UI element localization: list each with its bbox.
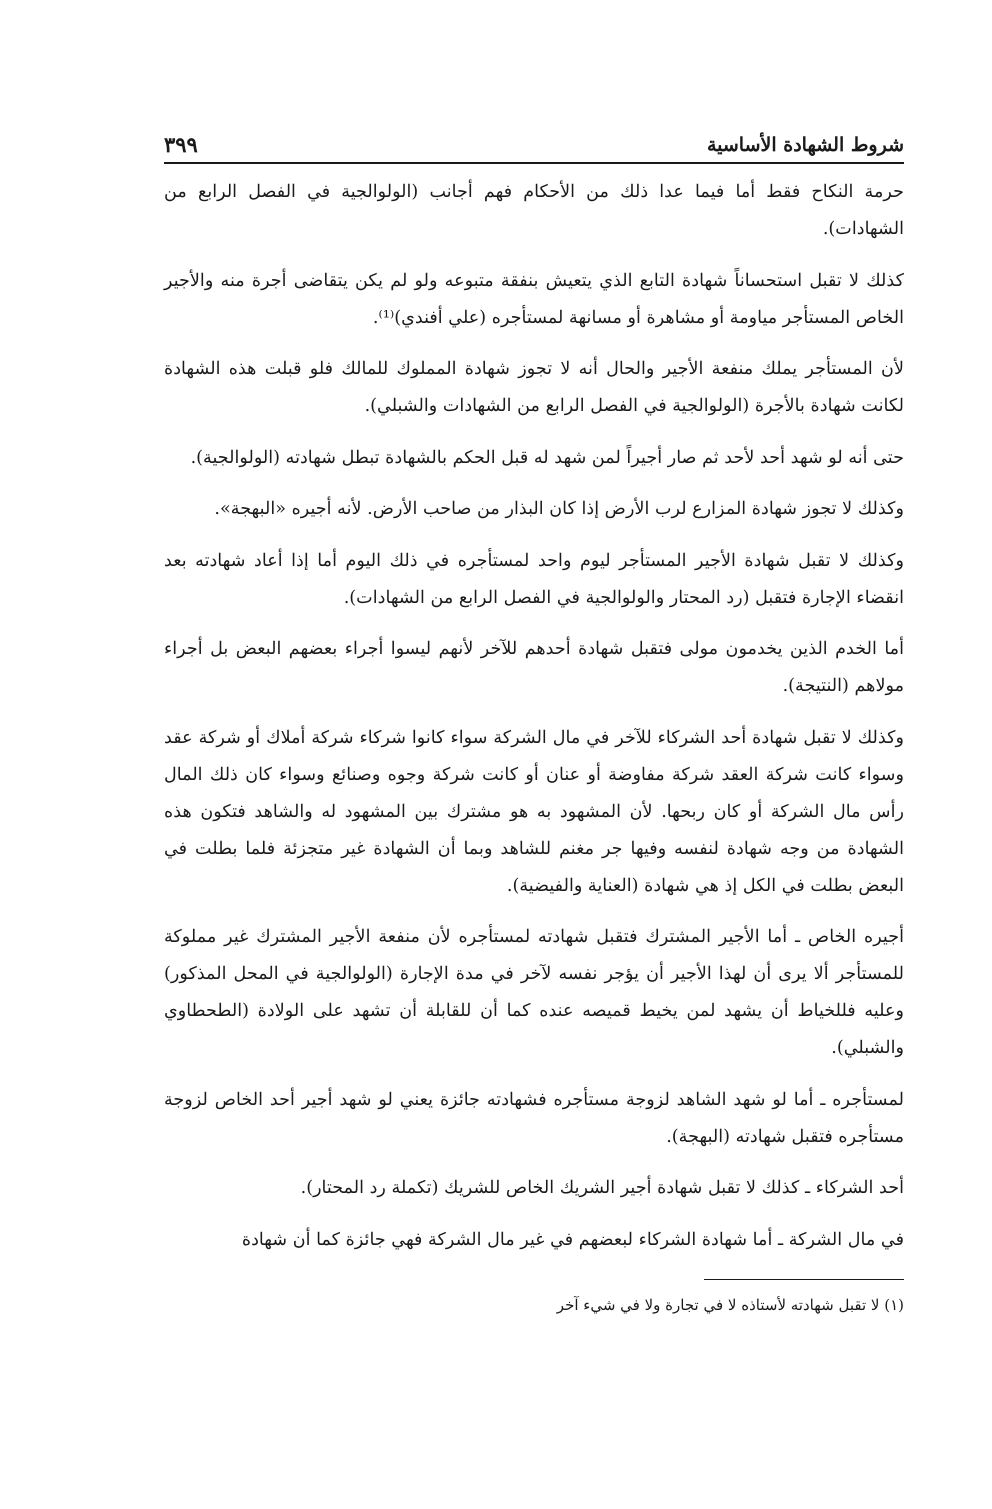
body-text <box>164 174 904 1259</box>
footnote-separator <box>704 1279 904 1281</box>
paragraph: حتى أنه لو شهد أحد لأحد ثم صار أجيراً لمن شهد له قبل الحكم بالشهادة تبطل شهادته (الولوالجية). <box>190 447 904 468</box>
paragraph: في مال الشركة ـ أما شهادة الشركاء لبعضهم في غير مال الشركة فهي جائزة كما أن شهادة <box>241 1229 904 1250</box>
page-header <box>164 128 904 164</box>
paragraph: وكذلك لا تقبل شهادة أحد الشركاء للآخر في مال الشركة سواء كانوا شركاء شركة أملاك أو شركة عقد وسواء كانت شركة العقد شركة مفاوضة أو عنان أو كانت شركة وجوه وصنائع وسواء كان ذلك المال رأس مال الشركة أو كان ربحها. لأن المشهود به هو مشترك بين المشهود له والشاهد فتكون هذه الشهادة من وجه شهادة لنفسه وفيها جر مغنم للشاهد وبما أن الشهادة غير متجزئة فلما بطلت في البعض بطلت في الكل إذ هي شهادة (العناية والفيضية). <box>164 727 904 896</box>
paragraph: حرمة النكاح فقط أما فيما عدا ذلك من الأحكام فهم أجانب (الولوالجية في الفصل الرابع من الشهادات). <box>164 182 904 239</box>
paragraph: أجيره الخاص ـ أما الأجير المشترك فتقبل شهادته لمستأجره لأن منفعة الأجير المشترك غير مملوكة للمستأجر ألا يرى أن لهذا الأجير أن يؤجر نفسه لآخر في مدة الإجارة (الولوالجية في المحل المذكور) وعليه فللخياط أن يشهد لمن يخيط قميصه عنده كما أن للقابلة أن تشهد على الولادة (الطحطاوي والشبلي). <box>164 927 904 1058</box>
paragraph: لأن المستأجر يملك منفعة الأجير والحال أنه لا تجوز شهادة المملوك للمالك فلو قبلت هذه الشهادة لكانت شهادة بالأجرة (الولوالجية في الفصل الرابع من الشهادات والشبلي). <box>164 359 904 416</box>
paragraph: وكذلك لا تجوز شهادة المزارع لرب الأرض إذا كان البذار من صاحب الأرض. لأنه أجيره «البهجة». <box>214 499 904 519</box>
running-title: شروط الشهادة الأساسية <box>706 134 904 156</box>
page-number: ٣٩٩ <box>164 132 198 157</box>
book-page <box>164 128 904 1320</box>
paragraph: أما الخدم الذين يخدمون مولى فتقبل شهادة أحدهم للآخر لأنهم ليسوا أجراء بعضهم البعض بل أجراء مولاهم (النتيجة). <box>164 639 904 696</box>
paragraph: وكذلك لا تقبل شهادة الأجير المستأجر ليوم واحد لمستأجره في ذلك اليوم أما إذا أعاد شهادته بعد انقضاء الإجارة فتقبل (رد المحتار والولوالجية في الفصل الرابع من الشهادات). <box>164 550 904 608</box>
paragraph: كذلك لا تقبل استحساناً شهادة التابع الذي يتعيش بنفقة متبوعه ولو لم يكن يتقاضى أجرة منه والأجير الخاص المستأجر مياومة أو مشاهرة أو مسانهة لمستأجره (علي أفندي)⁽¹⁾. <box>164 270 904 328</box>
footnote: (١) لا تقبل شهادته لأستاذه لا في تجارة ولا في شيء آخر <box>556 1296 904 1314</box>
paragraph: أحد الشركاء ـ كذلك لا تقبل شهادة أجير الشريك الخاص للشريك (تكملة رد المحتار). <box>300 1178 904 1198</box>
paragraph: لمستأجره ـ أما لو شهد الشاهد لزوجة مستأجره فشهادته جائزة يعني لو شهد أجير أحد الخاص لزوجة مستأجره فتقبل شهادته (البهجة). <box>164 1089 904 1147</box>
